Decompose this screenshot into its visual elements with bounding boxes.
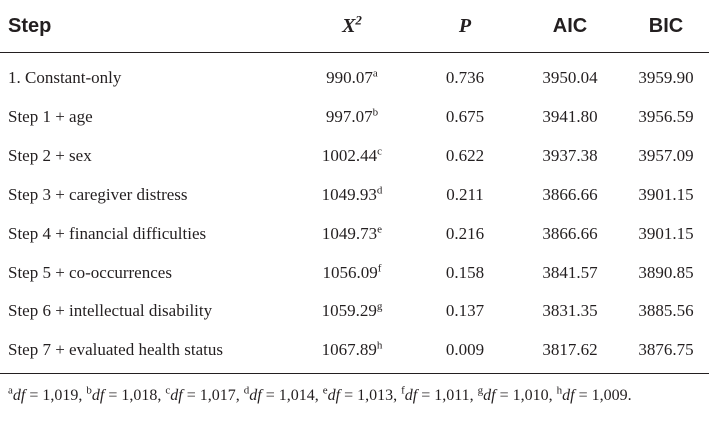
cell-chi-square bbox=[298, 185, 406, 205]
cell-chi-value: 997.07 bbox=[325, 106, 373, 126]
footnote-mark: h bbox=[556, 384, 563, 397]
footnote-df-value: = 1,014, bbox=[265, 387, 319, 404]
table-row bbox=[0, 254, 709, 292]
footnote-df-label: df bbox=[562, 387, 575, 404]
cell-p: 0.216 bbox=[445, 223, 485, 243]
header-chi-base: X bbox=[342, 14, 356, 37]
cell-aic: 3866.66 bbox=[542, 223, 598, 243]
footnote-df-value: = 1,019, bbox=[29, 387, 83, 404]
footnote-df-label: df bbox=[12, 387, 26, 404]
footnote-mark: c bbox=[165, 384, 171, 397]
cell-step: Step 5 + co-occurrences bbox=[8, 262, 172, 282]
cell-chi-footnote-mark: h bbox=[376, 339, 383, 352]
cell-p: 0.158 bbox=[445, 262, 485, 282]
cell-chi-square bbox=[298, 301, 406, 321]
table-footnote bbox=[8, 385, 708, 407]
footnote-df-label: df bbox=[249, 387, 262, 404]
cell-bic: 3959.90 bbox=[638, 68, 694, 87]
header-chi-square bbox=[298, 11, 406, 38]
cell-step: Step 2 + sex bbox=[8, 145, 92, 165]
cell-aic: 3941.80 bbox=[542, 106, 598, 126]
cell-chi-value: 1049.93 bbox=[321, 184, 377, 204]
footnote-df-value: = 1,009. bbox=[578, 387, 632, 404]
cell-bic: 3957.09 bbox=[638, 145, 694, 165]
cell-step: Step 6 + intellectual disability bbox=[8, 301, 213, 321]
footnote-df-value: = 1,017, bbox=[186, 387, 240, 404]
table-row bbox=[0, 176, 709, 214]
footnote-mark: a bbox=[8, 384, 13, 397]
footnote-mark: d bbox=[243, 384, 250, 397]
footnote-mark: f bbox=[401, 384, 405, 397]
cell-p: 0.009 bbox=[445, 340, 485, 360]
table-row bbox=[0, 137, 709, 175]
footnote-item bbox=[556, 384, 632, 404]
header-p: P bbox=[458, 14, 472, 37]
footnote-mark: g bbox=[477, 384, 484, 397]
cell-chi-value: 1056.09 bbox=[322, 262, 378, 282]
footnote-df-value: = 1,018, bbox=[108, 387, 162, 404]
footnote-df-value: = 1,010, bbox=[499, 387, 553, 404]
header-bic: BIC bbox=[648, 14, 684, 37]
footnote-df-label: df bbox=[483, 387, 496, 404]
cell-chi-footnote-mark: e bbox=[377, 222, 383, 235]
cell-chi-square bbox=[298, 340, 406, 360]
footnote-item bbox=[86, 384, 162, 404]
footnote-item bbox=[243, 384, 319, 404]
cell-chi-footnote-mark: d bbox=[376, 184, 383, 197]
table-header-row bbox=[0, 0, 709, 52]
cell-aic: 3841.57 bbox=[542, 262, 598, 282]
footnote-df-value: = 1,011, bbox=[421, 387, 474, 404]
cell-step: Step 3 + caregiver distress bbox=[8, 184, 188, 204]
cell-step: Step 7 + evaluated health status bbox=[8, 340, 223, 360]
cell-bic: 3901.15 bbox=[638, 184, 694, 204]
cell-chi-value: 1002.44 bbox=[321, 145, 378, 165]
table-bottom-divider bbox=[0, 373, 709, 374]
table-row bbox=[0, 215, 709, 253]
footnote-df-label: df bbox=[91, 387, 105, 404]
cell-chi-square bbox=[298, 68, 406, 88]
cell-step: Step 1 + age bbox=[8, 106, 93, 126]
footnote-df-value: = 1,013, bbox=[344, 387, 398, 404]
cell-p: 0.137 bbox=[445, 301, 485, 321]
cell-chi-square bbox=[298, 146, 406, 166]
cell-bic: 3885.56 bbox=[638, 301, 694, 321]
cell-bic: 3956.59 bbox=[638, 106, 694, 126]
cell-chi-footnote-mark: b bbox=[372, 106, 379, 119]
cell-aic: 3831.35 bbox=[542, 301, 598, 321]
cell-p: 0.736 bbox=[445, 68, 485, 87]
cell-chi-value: 1049.73 bbox=[321, 223, 378, 243]
cell-chi-value: 1059.29 bbox=[321, 301, 377, 321]
footnote-mark: e bbox=[322, 384, 328, 397]
footnote-item bbox=[8, 384, 83, 404]
cell-aic: 3866.66 bbox=[542, 184, 598, 204]
table-row bbox=[0, 59, 709, 97]
cell-chi-value: 1067.89 bbox=[321, 340, 377, 360]
footnote-mark: b bbox=[86, 384, 92, 397]
cell-chi-square bbox=[298, 224, 406, 244]
table-row bbox=[0, 331, 709, 369]
cell-p: 0.211 bbox=[446, 184, 484, 204]
header-aic: AIC bbox=[552, 14, 588, 37]
header-step: Step bbox=[8, 14, 52, 37]
cell-aic: 3950.04 bbox=[542, 68, 598, 87]
cell-aic: 3937.38 bbox=[542, 145, 598, 165]
cell-bic: 3876.75 bbox=[638, 340, 694, 360]
footnote-df-label: df bbox=[170, 387, 183, 404]
footnote-item bbox=[165, 384, 240, 404]
cell-step: Step 4 + financial difficulties bbox=[8, 223, 207, 243]
header-chi-superscript: 2 bbox=[355, 11, 362, 27]
cell-chi-footnote-mark: g bbox=[376, 300, 383, 313]
cell-step: 1. Constant-only bbox=[8, 68, 122, 87]
table-row bbox=[0, 98, 709, 136]
footnote-df-label: df bbox=[327, 387, 341, 404]
cell-p: 0.675 bbox=[445, 106, 485, 126]
cell-chi-square bbox=[298, 263, 406, 283]
table-row bbox=[0, 292, 709, 330]
footnote-item bbox=[401, 384, 474, 404]
cell-chi-footnote-mark: f bbox=[377, 261, 382, 274]
cell-bic: 3901.15 bbox=[638, 223, 694, 243]
footnote-df-label: df bbox=[404, 387, 418, 404]
header-divider bbox=[0, 52, 709, 53]
cell-chi-footnote-mark: c bbox=[377, 145, 383, 158]
cell-chi-square bbox=[298, 107, 406, 127]
cell-chi-value: 990.07 bbox=[326, 68, 373, 87]
footnote-item bbox=[322, 384, 398, 404]
cell-chi-footnote-mark: a bbox=[372, 67, 378, 80]
footnote-item bbox=[477, 384, 553, 404]
cell-p: 0.622 bbox=[445, 145, 485, 165]
cell-aic: 3817.62 bbox=[542, 340, 598, 360]
cell-bic: 3890.85 bbox=[638, 262, 694, 282]
